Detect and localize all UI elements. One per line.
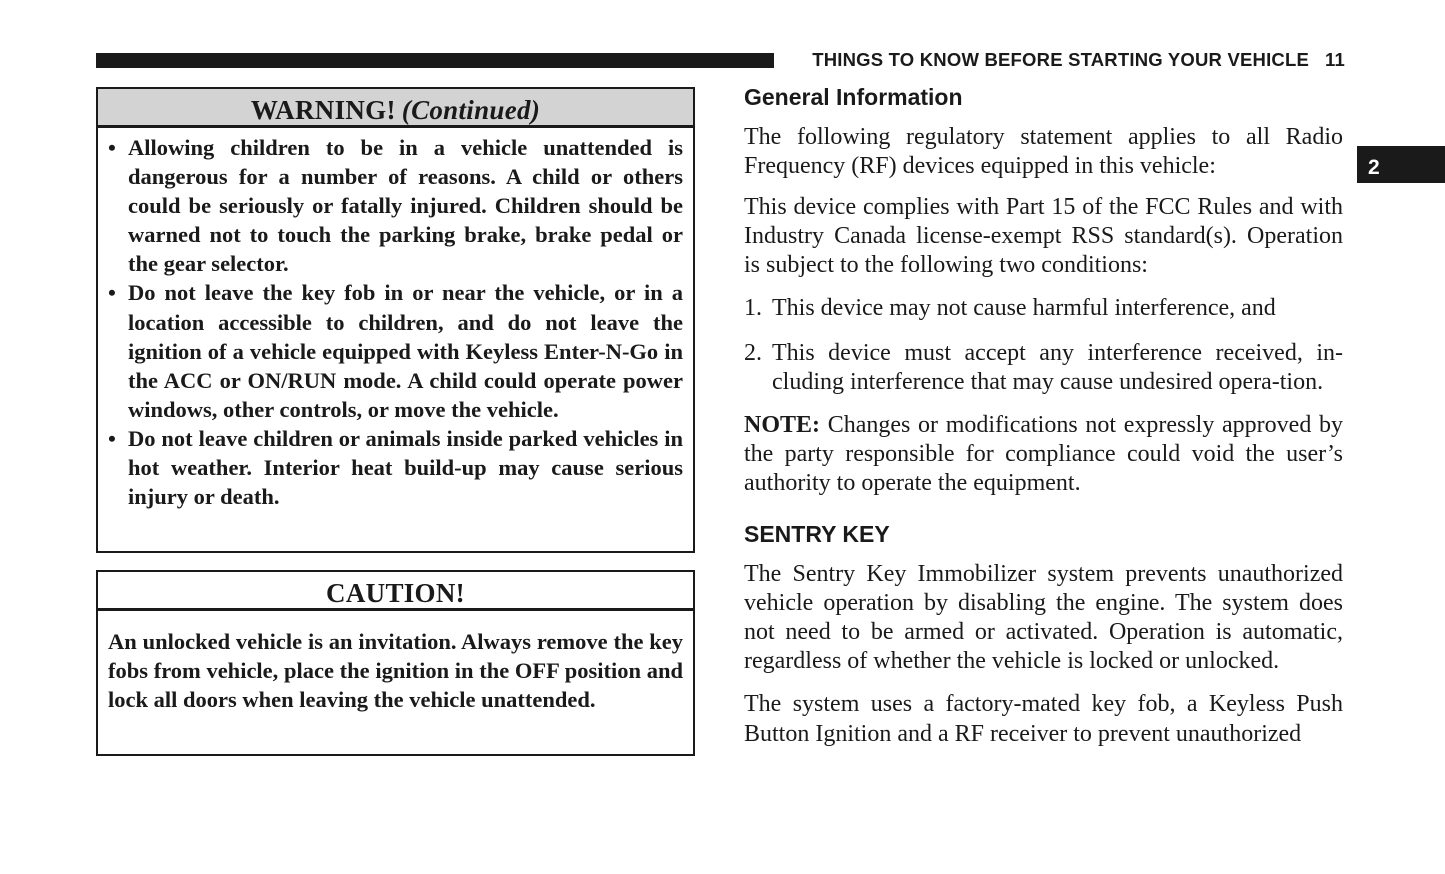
condition-text: This device may not cause harmful interference, and <box>772 295 1276 322</box>
caution-heading: CAUTION! <box>98 572 693 611</box>
caution-box <box>96 570 695 756</box>
condition-number: 2. <box>744 339 762 366</box>
sentry-key-heading: SENTRY KEY <box>744 521 890 548</box>
right-column <box>744 83 1343 749</box>
running-title: THINGS TO KNOW BEFORE STARTING YOUR VEHICLE <box>812 49 1310 70</box>
note-label: NOTE: <box>744 411 821 438</box>
caution-text: An unlocked vehicle is an invitation. Always remove the key fobs from vehicle, place the ignition in the OFF position and lock all doors when leaving the vehicle unattended. <box>108 629 683 713</box>
header-rule <box>96 53 774 68</box>
warning-continued: (Continued) <box>401 95 541 125</box>
condition-number: 1. <box>744 295 762 322</box>
warning-box <box>96 87 695 553</box>
general-info-para-2: This device complies with Part 15 of the FCC Rules and with Industry Canada license-exempt RSS standard(s). Operation is subject to the following two conditions: <box>744 194 1343 279</box>
conditions-list <box>744 294 1343 396</box>
general-info-heading: General Information <box>744 84 963 110</box>
warning-item: • Allowing children to be in a vehicle unattended is dangerous for a number of reasons. A child or others could be seriously or fatally injured. Children should be warned not to touch the parking brake, brake pedal or the gear selector. <box>128 133 683 278</box>
running-head <box>780 49 1345 73</box>
warning-item: • Do not leave children or animals inside parked vehicles in hot weather. Interior heat build-up may cause serious injury or death. <box>128 424 683 511</box>
note-paragraph <box>744 411 1343 498</box>
warning-list <box>98 128 693 511</box>
chapter-tab: 2 <box>1357 146 1445 183</box>
page-number: 11 <box>1325 49 1345 70</box>
condition-text: This device must accept any interference received, in-cluding interference that may cause undesired opera-tion. <box>772 339 1343 395</box>
warning-title: WARNING! <box>250 95 396 125</box>
warning-item: • Do not leave the key fob in or near the vehicle, or in a location accessible to children, and do not leave the ignition of a vehicle equipped with Keyless Enter-N-Go in the ACC or ON/RUN mode. A child could operate power windows, other controls, or move the vehicle. <box>128 278 683 423</box>
sentry-key-para-1: The Sentry Key Immobilizer system prevents unauthorized vehicle operation by disabling the engine. The system does not need to be armed or activated. Operation is automatic, regardless of whether the vehicle is locked or unlocked. <box>744 561 1343 675</box>
condition-item <box>744 339 1343 397</box>
general-info-para-1: The following regulatory statement applies to all Radio Frequency (RF) devices equipped in this vehicle: <box>744 124 1343 180</box>
note-text: Changes or modifications not expressly approved by the party responsible for compliance could void the user’s authority to operate the equipment. <box>744 411 1344 496</box>
condition-item <box>744 294 1343 323</box>
sentry-key-para-2: The system uses a factory-mated key fob, a Keyless Push Button Ignition and a RF receiver to prevent unauthorized <box>744 691 1343 747</box>
warning-heading <box>98 89 693 128</box>
